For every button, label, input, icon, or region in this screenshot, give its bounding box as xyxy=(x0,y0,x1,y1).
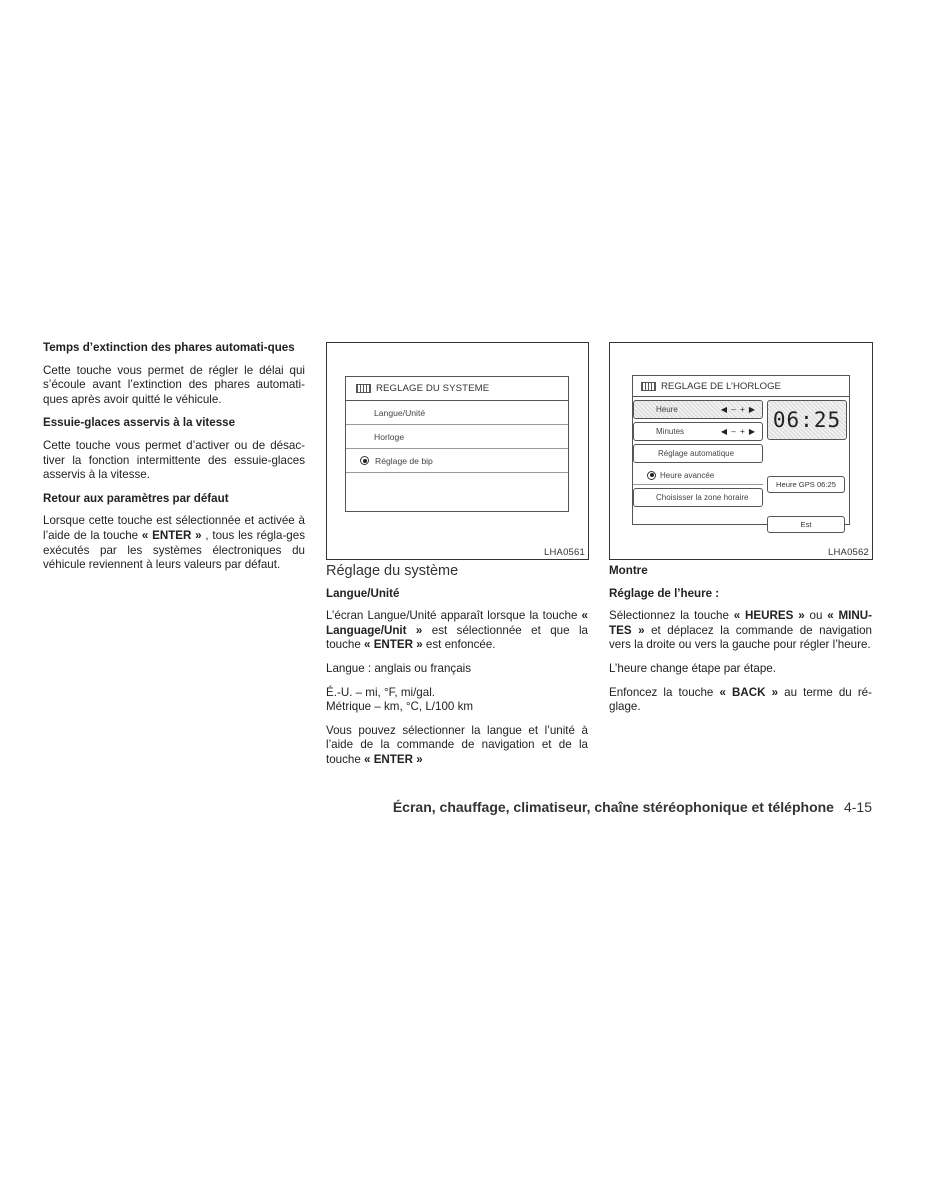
text: est sélectionnée et que la touche xyxy=(326,623,588,652)
text: Enfoncez la touche xyxy=(609,685,720,699)
timezone-label: Choisisser la zone horaire xyxy=(656,493,749,502)
menu-item-label: Horloge xyxy=(374,431,405,442)
para-phares: Cette touche vous permet de régler le délai qui s’écoule avant l’extinction des phares automati-ques après avoir quitté le véhicule. xyxy=(43,363,305,406)
screen-title xyxy=(346,377,568,401)
text: Vous pouvez sélectionner la langue et l’unité à l’aide de la commande de navigation et de la touche xyxy=(326,723,588,766)
chapter-title: Écran, chauffage, climatiseur, chaîne stéréophonique et téléphone xyxy=(392,799,834,815)
para-selection xyxy=(326,724,588,768)
para-back xyxy=(609,686,872,715)
minutes-row[interactable] xyxy=(633,422,763,441)
clock-left-panel xyxy=(633,397,763,522)
section-title-reglage-systeme: Réglage du système xyxy=(326,563,459,579)
para-retour-defaut xyxy=(43,514,305,572)
menu-item-label: Réglage de bip xyxy=(375,455,433,466)
menu-item-horloge[interactable] xyxy=(346,425,568,449)
radio-selected-icon xyxy=(647,471,656,480)
hour-row[interactable] xyxy=(633,400,763,419)
minutes-adjust-arrows[interactable]: ◀ – + ▶ xyxy=(720,427,756,436)
heading-reglage-heure: Réglage de l’heure : xyxy=(609,586,720,600)
hour-label: Heure xyxy=(656,405,678,414)
para-langue: Langue : anglais ou français xyxy=(326,661,472,675)
enter-key: « ENTER » xyxy=(141,528,202,542)
daylight-saving-label: Heure avancée xyxy=(660,470,715,480)
est-button[interactable]: Est xyxy=(767,516,845,533)
enter-key: « ENTER » xyxy=(364,638,423,652)
right-column xyxy=(609,564,872,724)
text: au terme du ré-glage. xyxy=(609,685,872,714)
menu-item-label: Langue/Unité xyxy=(374,407,426,418)
screen-title-text: REGLAGE DU SYSTEME xyxy=(376,383,490,394)
gps-time-button[interactable]: Heure GPS 06:25 xyxy=(767,476,845,493)
figure-code: LHA0561 xyxy=(543,547,585,558)
text: et déplacez la commande de navigation vers la droite ou vers la gauche pour régler l’heure. xyxy=(609,623,872,652)
heading-retour-defaut: Retour aux paramètres par défaut xyxy=(43,491,229,505)
auto-setting-row[interactable] xyxy=(633,444,763,463)
auto-setting-label: Réglage automatique xyxy=(658,449,735,458)
figure-code: LHA0562 xyxy=(827,547,869,558)
clock-settings-screen xyxy=(632,375,850,529)
para-langue-unite xyxy=(326,609,588,653)
enter-key: « ENTER » xyxy=(364,752,423,766)
page-number: 4-15 xyxy=(843,799,872,815)
units-us: É.-U. – mi, °F, mi/gal. xyxy=(326,685,435,699)
para-essuie-glaces: Cette touche vous permet d’activer ou de désac-tiver la fonction intermittente des essuie-glaces asservis à la vitesse. xyxy=(43,438,305,482)
units-metric: Métrique – km, °C, L/100 km xyxy=(326,700,474,714)
timezone-row[interactable] xyxy=(633,488,763,507)
heures-key: « HEURES » xyxy=(733,609,805,623)
screen-title-text: REGLAGE DE L’HORLOGE xyxy=(661,380,781,392)
text: Sélectionnez la touche xyxy=(609,609,734,623)
page-footer xyxy=(300,799,872,815)
daylight-saving-row[interactable] xyxy=(633,466,763,485)
hour-adjust-arrows[interactable]: ◀ – + ▶ xyxy=(720,405,756,414)
screen-title xyxy=(633,376,849,397)
text: , tous les régla-ges exécutés par les systèmes électroniques du véhicule reviennent à leurs valeurs par défaut. xyxy=(43,528,305,572)
menu-icon xyxy=(641,382,656,391)
back-key: « BACK » xyxy=(719,685,779,699)
text: Lorsque cette touche est sélectionnée et activée à l’aide de la touche xyxy=(43,514,305,542)
figure-reglage-systeme xyxy=(326,342,589,560)
para-reglage-heure xyxy=(609,609,872,653)
heading-phares: Temps d’extinction des phares automati-ques xyxy=(43,341,295,354)
minutes-key: « MINU-TES » xyxy=(609,609,873,637)
minutes-label: Minutes xyxy=(656,427,685,436)
figure-reglage-horloge xyxy=(609,342,873,560)
para-etape: L’heure change étape par étape. xyxy=(609,661,776,675)
text: est enfoncée. xyxy=(422,638,496,652)
para-units xyxy=(326,686,588,715)
menu-icon xyxy=(356,384,371,393)
left-column xyxy=(43,341,305,582)
heading-langue-unite: Langue/Unité xyxy=(326,586,400,600)
menu-item-langue-unite[interactable] xyxy=(346,401,568,425)
text: ou xyxy=(804,609,828,623)
system-settings-screen xyxy=(345,376,569,512)
menu-item-reglage-bip[interactable] xyxy=(346,449,568,473)
language-unit-key: « Language/Unit » xyxy=(326,609,588,637)
text: L’écran Langue/Unité apparaît lorsque la touche xyxy=(326,609,582,623)
section-title-montre: Montre xyxy=(609,564,648,577)
heading-essuie-glaces: Essuie-glaces asservis à la vitesse xyxy=(43,416,236,430)
radio-selected-icon xyxy=(360,456,369,465)
middle-column xyxy=(326,564,588,777)
time-display: 06:25 xyxy=(767,400,847,440)
